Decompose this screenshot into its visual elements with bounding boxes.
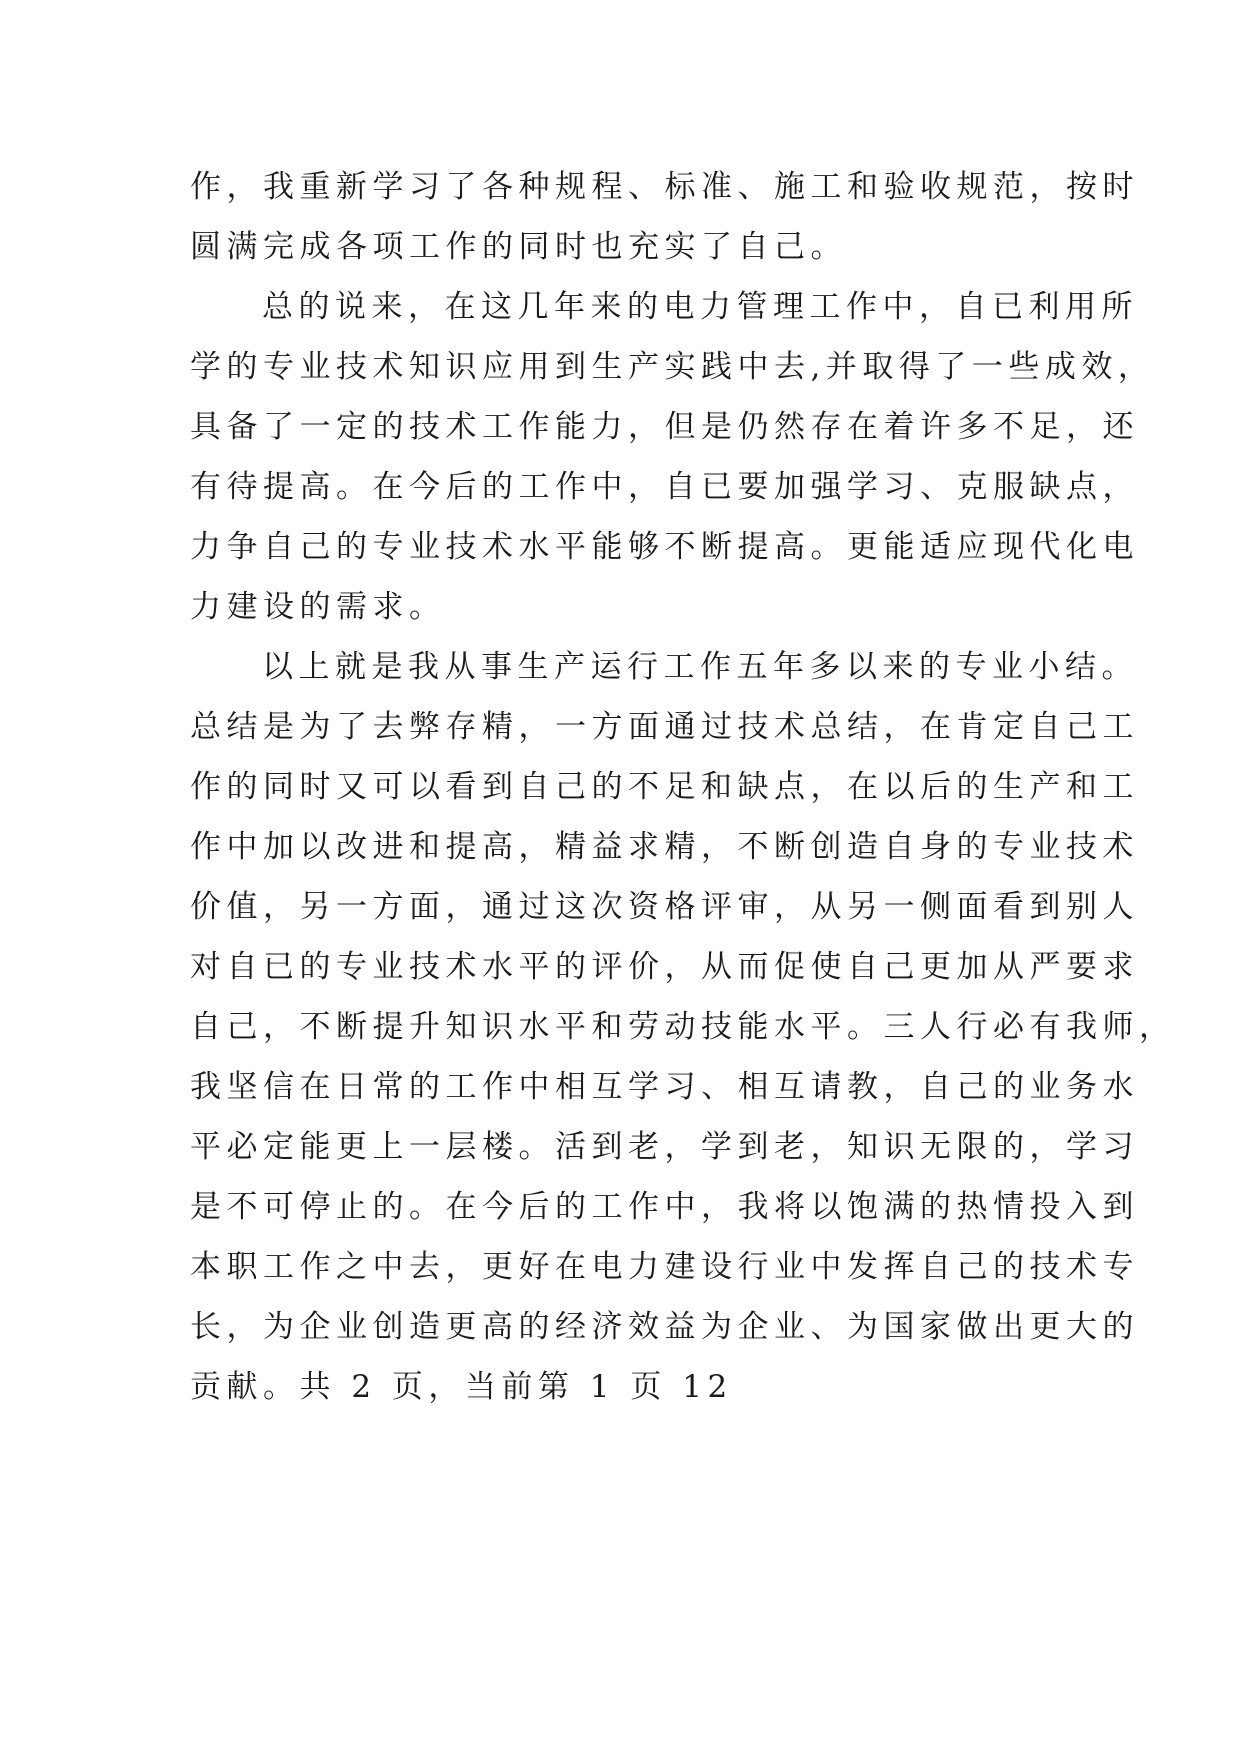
body-text — [190, 157, 1176, 1417]
paragraph-first-line: 以上就是我从事生产运行工作五年多以来的专业小结。 — [262, 649, 1138, 685]
text-line: 本职工作之中去，更好在电力建设行业中发挥自己的技术专 — [190, 1249, 1139, 1285]
page-footer-line: 贡献。共 2 页，当前第 1 页 12 — [190, 1369, 733, 1405]
text-line: 作中加以改进和提高，精益求精，不断创造自身的专业技术 — [190, 829, 1139, 865]
text-line: 学的专业技术知识应用到生产实践中去,并取得了一些成效， — [190, 349, 1155, 385]
text-line: 对自已的专业技术水平的评价，从而促使自己更加从严要求 — [190, 949, 1139, 985]
text-line: 作，我重新学习了各种规程、标准、施工和验收规范，按时 — [190, 169, 1139, 205]
text-line: 自己，不断提升知识水平和劳动技能水平。三人行必有我师， — [190, 1009, 1176, 1045]
paragraph-first-line: 总的说来，在这几年来的电力管理工作中，自已利用所 — [262, 289, 1138, 325]
text-line: 作的同时又可以看到自己的不足和缺点，在以后的生产和工 — [190, 769, 1139, 805]
text-line: 总结是为了去弊存精，一方面通过技术总结，在肯定自己工 — [190, 709, 1139, 745]
text-line: 圆满完成各项工作的同时也充实了自己。 — [190, 229, 847, 265]
text-line: 我坚信在日常的工作中相互学习、相互请教，自己的业务水 — [190, 1069, 1139, 1105]
text-line: 力争自己的专业技术水平能够不断提高。更能适应现代化电 — [190, 529, 1139, 565]
text-line: 是不可停止的。在今后的工作中，我将以饱满的热情投入到 — [190, 1189, 1139, 1225]
text-line: 价值，另一方面，通过这次资格评审，从另一侧面看到别人 — [190, 889, 1139, 925]
text-line: 具备了一定的技术工作能力，但是仍然存在着许多不足，还 — [190, 409, 1139, 445]
text-line: 长，为企业创造更高的经济效益为企业、为国家做出更大的 — [190, 1309, 1139, 1345]
text-line: 力建设的需求。 — [190, 589, 446, 625]
text-line: 平必定能更上一层楼。活到老，学到老，知识无限的，学习 — [190, 1129, 1139, 1165]
text-line: 有待提高。在今后的工作中，自已要加强学习、克服缺点， — [190, 469, 1139, 505]
